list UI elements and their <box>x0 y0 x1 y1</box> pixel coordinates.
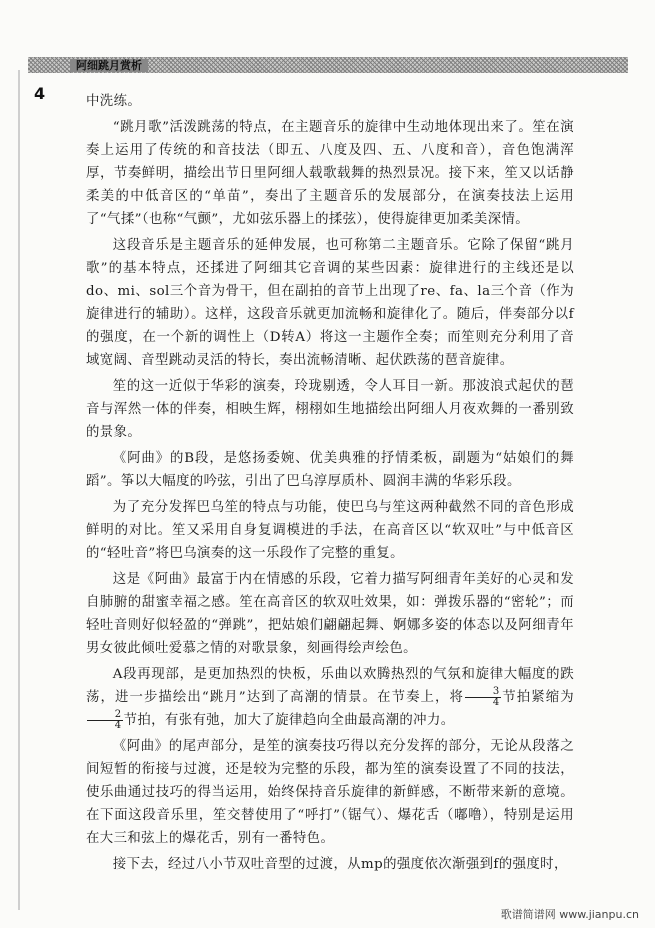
fraction-denominator: 4 <box>114 720 122 731</box>
paragraph: “跳月歌”活泼跳荡的特点，在主题音乐的旋律中生动地体现出来了。笙在演奏上运用了传统的和音技法（即五、八度及四、五、八度和音），音色饱满浑厚，节奏鲜明，描绘出节日里阿细人载歌载舞的热烈景况。接下来，笙又以话静柔美的中低音区的“单苗”，奏出了主题音乐的发展部分，在演奏技法上运用了“气揉”（也称“气颤”，尤如弦乐器上的揉弦），使得旋律更加柔美深情。 <box>86 120 574 227</box>
paragraph: 笙的这一近似于华彩的演奏，玲珑剔透，令人耳目一新。那波浪式起伏的琶音与浑然一体的伴奏，相映生辉，栩栩如生地描绘出阿细人月夜欢舞的一番别致的景象。 <box>86 379 574 440</box>
site-watermark: 歌谱简谱网 www.jianpu.cn <box>500 908 639 921</box>
fraction-denominator: 4 <box>492 697 500 708</box>
time-signature-fraction <box>87 710 123 731</box>
paragraph: 《阿曲》的尾声部分，是笙的演奏技巧得以充分发挥的部分，无论从段落之间短暂的衔接与过渡，还是较为完整的乐段，都为笙的演奏设置了不同的技法，使乐曲通过技巧的得当运用，始终保持音乐旋律的新鲜感，不断带来新的意境。在下面这段音乐里，笙交替使用了“呼打”（锯气）、爆花舌（嘟噜），特别是运用在大三和弦上的爆花舌，别有一番特色。 <box>86 739 574 846</box>
fraction-numerator: 3 <box>465 687 501 698</box>
paragraph-with-fractions <box>86 663 574 732</box>
paragraph: 为了充分发挥巴乌笙的特点与功能，使巴乌与笙这两种截然不同的音色形成鲜明的对比。笙又采用自身复调模进的手法，在高音区以“软双吐”与中低音区的“轻吐音”将巴乌演奏的这一乐段作了完整的重复。 <box>86 500 574 561</box>
paragraph: 这是《阿曲》最富于内在情感的乐段，它着力描写阿细青年美好的心灵和发自肺腑的甜蜜幸福之感。笙在高音区的软双吐效果，如：弹拨乐器的“密轮”；而轻吐音则好似轻盈的“弹跳”，把姑娘们翩翩起舞、婀娜多姿的体态以及阿细青年男女彼此倾吐爱慕之情的对歌景象，刻画得绘声绘色。 <box>86 572 574 656</box>
time-signature-fraction <box>465 687 501 708</box>
paragraph-text: 节拍紧缩为 <box>501 690 575 705</box>
paragraph: 接下去，经过八小节双吐音型的过渡，从mp的强度依次渐强到f的强度时， <box>112 857 568 872</box>
paragraph-text: 节拍，有张有弛，加大了旋律趋向全曲最高潮的冲力。 <box>123 713 455 728</box>
paragraph: 《阿曲》的B段，是悠扬委婉、优美典雅的抒情柔板，副题为“姑娘们的舞蹈”。筝以大幅度的吟弦，引出了巴乌淳厚质朴、圆润丰满的华彩乐段。 <box>86 451 574 489</box>
header-title: 阿细跳月赏析 <box>70 59 148 72</box>
page-edge-line <box>18 70 20 910</box>
article-body <box>86 90 574 879</box>
paragraph: 这段音乐是主题音乐的延伸发展，也可称第二主题音乐。它除了保留“跳月歌”的基本特点，还揉进了阿细其它音调的某些因素：旋律进行的主线还是以do、mi、sol三个音为骨干，但在副拍的音节上出现了re、fa、la三个音（作为旋律进行的辅助）。这样，这段音乐就更加流畅和旋律化了。随后，伴奏部分以f的强度，在一个新的调性上（D转A）将这一主题作全奏；而笙则充分利用了音域宽阔、音型跳动灵活的特长，奏出流畅清晰、起伏跌荡的琶音旋律。 <box>86 238 574 368</box>
fraction-numerator: 2 <box>87 710 123 721</box>
page-number: 4 <box>34 84 46 103</box>
paragraph-text: A段再现部，是更加热烈的快板，乐曲以欢腾热烈的气氛和旋律大幅度的跌荡，进一步描绘出“跳月”达到了高潮的情景。在节奏上，将 <box>86 667 574 705</box>
paragraph: 中洗练。 <box>86 94 142 109</box>
